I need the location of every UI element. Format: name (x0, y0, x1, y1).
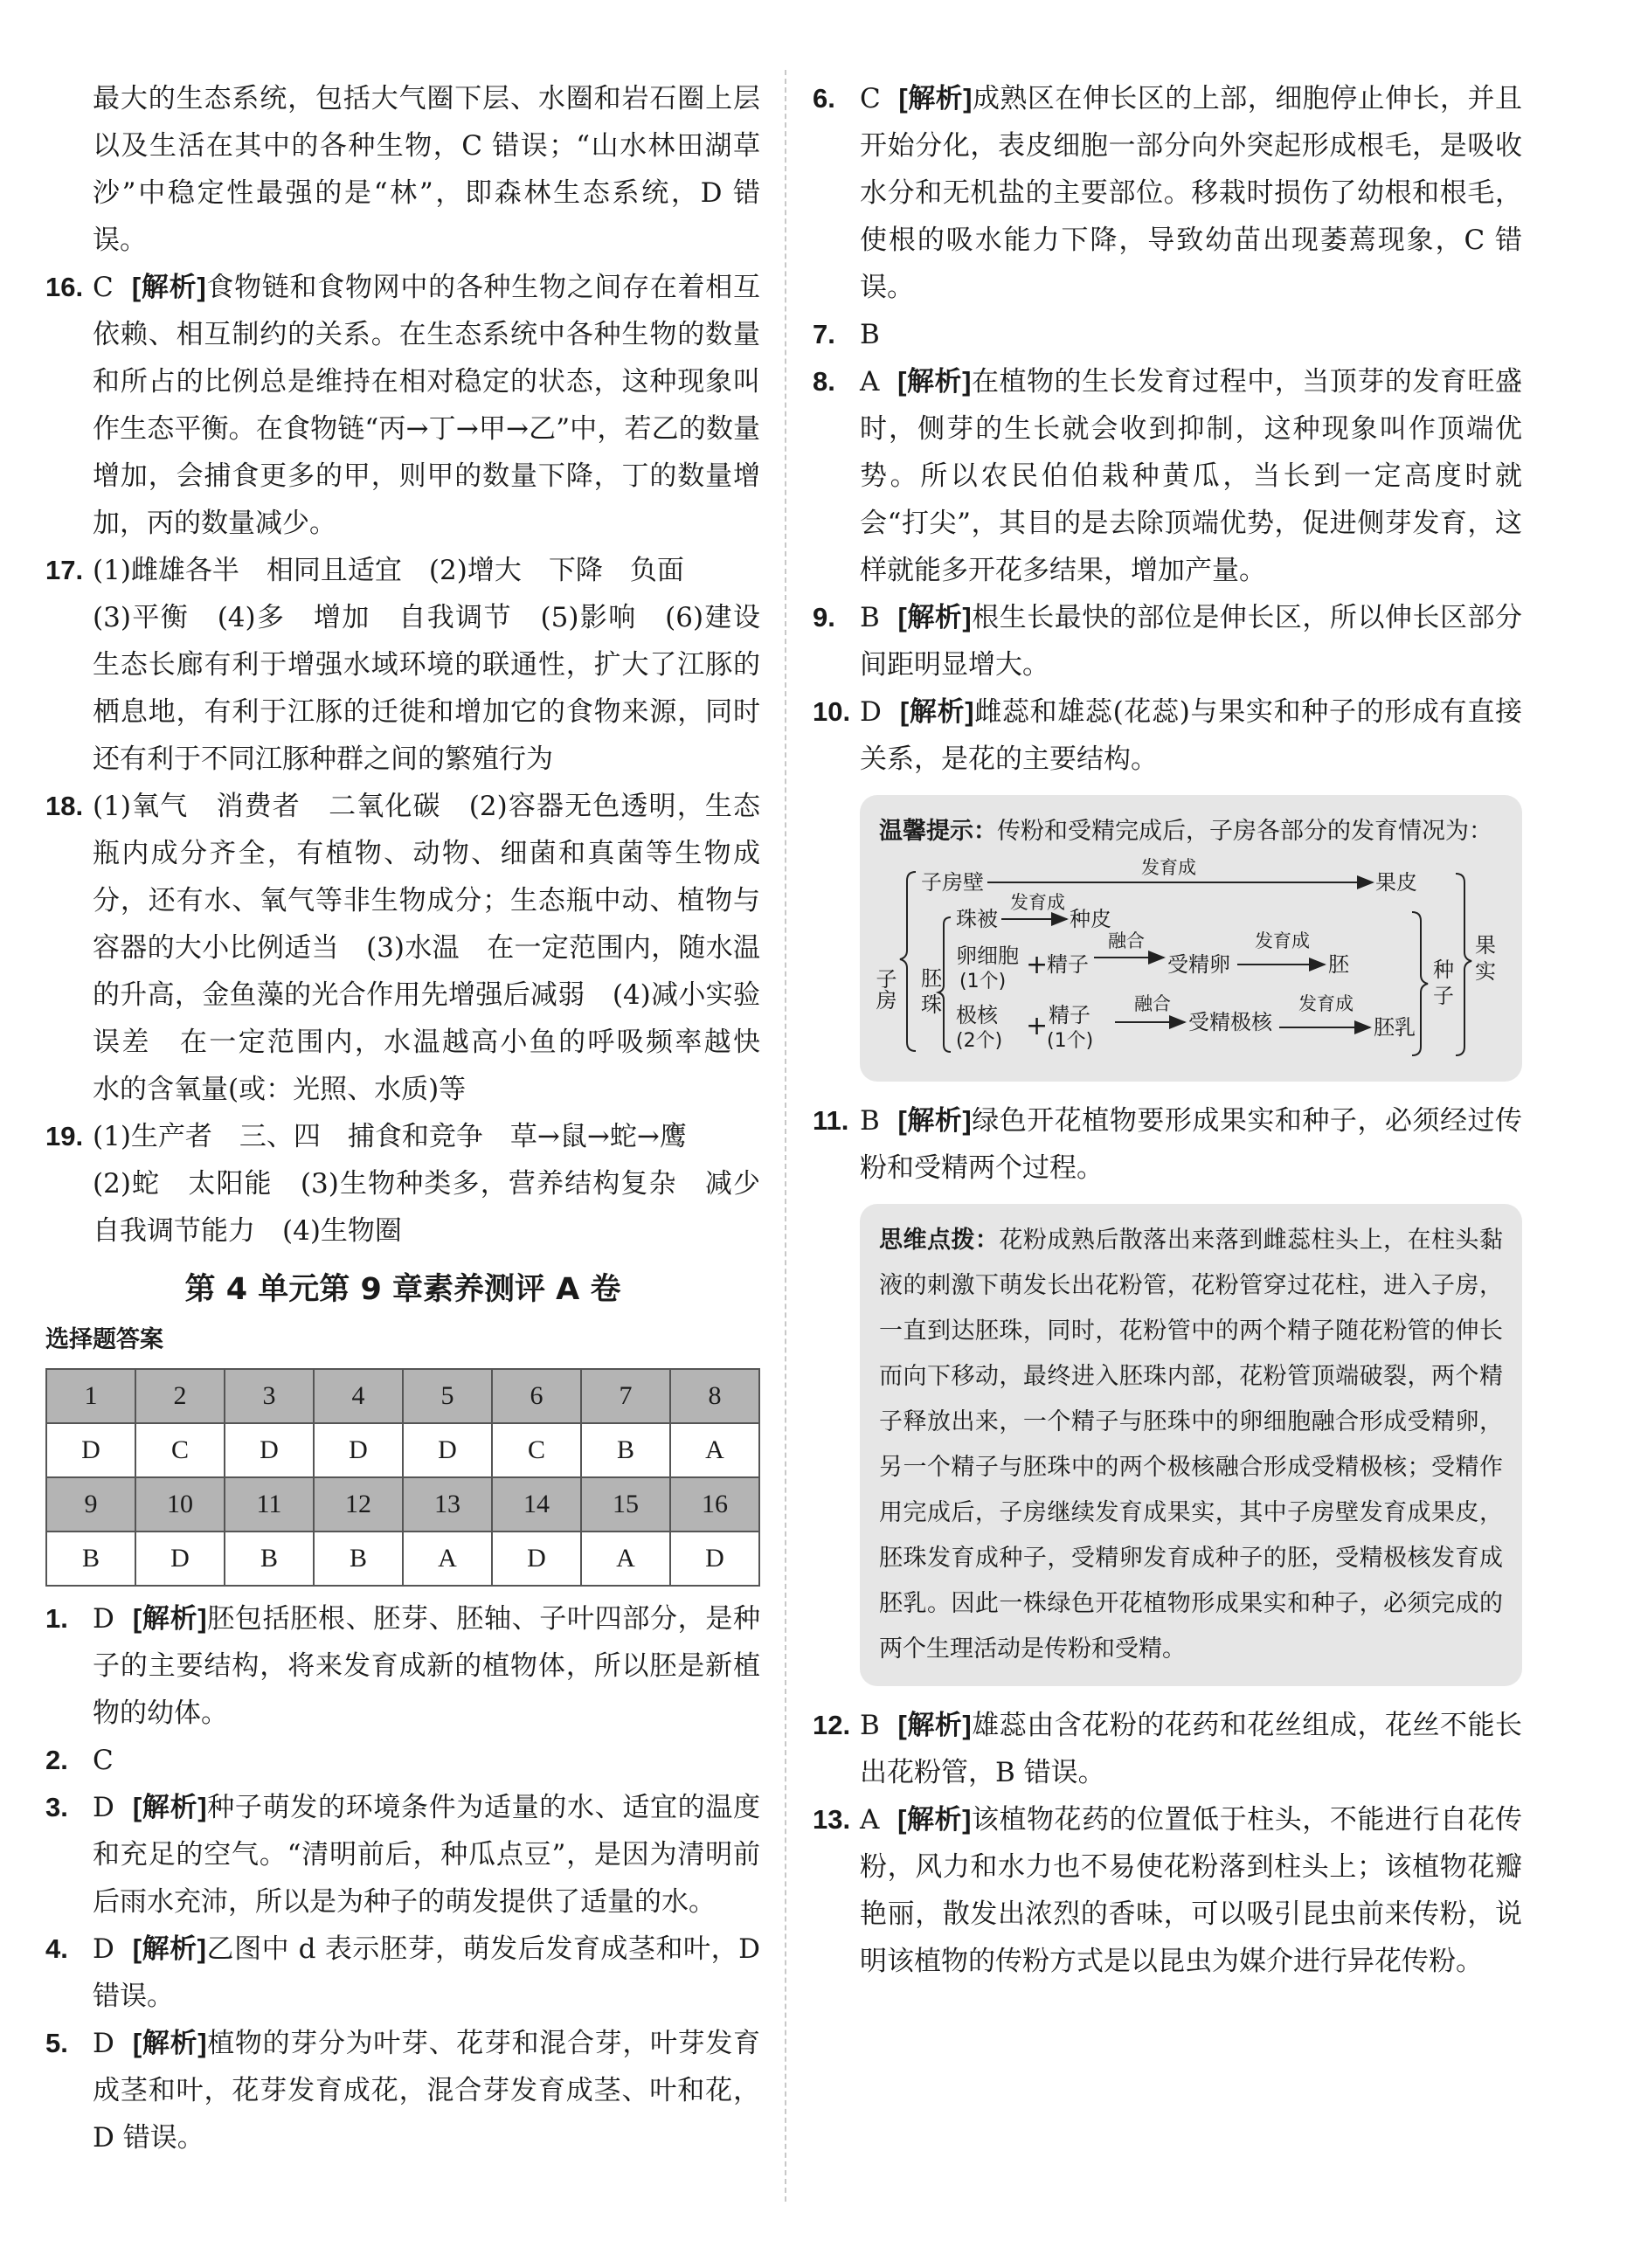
answer-choice: C (93, 272, 114, 303)
answer-number: 8. (813, 366, 835, 397)
table-cell: C (492, 1423, 581, 1477)
answer-line: (2)蛇 太阳能 (3)生物种类多，营养结构复杂 减少自我调节能力 (4)生物圈 (93, 1168, 760, 1247)
thinking-text (879, 1218, 1503, 1672)
analysis-text: 在植物的生长发育过程中，当顶芽的发育旺盛时，侧芽的生长就会收到抑制，这种现象叫作顶端优势。所以农民伯伯栽种黄瓜，当长到一定高度时就会“打尖”，其目的是去除顶端优势，促进侧芽发育，这样就能多开花多结果，增加产量。 (860, 366, 1523, 586)
table-cell: A (403, 1532, 492, 1586)
answer-3 (45, 1784, 760, 1926)
label-polar-nuclei: 极核 (956, 1003, 998, 1027)
table-row-numbers (46, 1477, 759, 1532)
analysis-text: 食物链和食物网中的各种生物之间存在着相互依赖、相互制约的关系。在生态系统中各种生物的数量和所占的比例总是维持在相对稳定的状态，这种现象叫作生态平衡。在食物链“丙→丁→甲→乙”中，若乙的数量增加，会捕食更多的甲，则甲的数量下降，丁的数量增加，丙的数量减少。 (93, 272, 760, 539)
label-egg-cell: 卵细胞 (956, 944, 1019, 968)
table-cell: 9 (46, 1477, 135, 1532)
answer-choice: B (860, 1105, 880, 1137)
thinking-label: 思维点拨： (879, 1227, 1000, 1254)
table-cell: D (314, 1423, 403, 1477)
label-ovary: 子房 (872, 968, 897, 1010)
answer-choice: B (860, 319, 880, 350)
label-develops: 发育成 (1255, 930, 1310, 951)
label-sperm: 精子 (1047, 952, 1089, 977)
answer-choice: D (93, 1792, 114, 1823)
answer-1 (45, 1595, 760, 1737)
analysis-label: [解析] (897, 1710, 972, 1740)
answer-18 (45, 783, 787, 1113)
answer-number: 18. (45, 791, 84, 821)
label-develops: 发育成 (1141, 857, 1196, 878)
label-seed-1: 种 (1433, 958, 1454, 982)
answer-7 (813, 311, 1522, 358)
answer-9 (813, 594, 1522, 688)
table-cell: 8 (670, 1369, 759, 1423)
answer-number: 5. (45, 2028, 68, 2058)
answer-choice: A (860, 366, 880, 398)
label-fuse: 融合 (1108, 930, 1145, 951)
table-cell: C (135, 1423, 225, 1477)
brace-ovary (900, 872, 916, 1051)
table-cell: D (225, 1423, 314, 1477)
label-fertilized-polar: 受精极核 (1188, 1010, 1272, 1034)
answer-number: 1. (45, 1603, 68, 1634)
analysis-label: [解析] (131, 272, 206, 302)
label-one: (1个) (959, 971, 1007, 992)
analysis-text: 种子萌发的环境条件为适量的水、适宜的温度和充足的空气。“清明前后，种瓜点豆”，是因为清明前后雨水充沛，所以是为种子的萌发提供了适量的水。 (93, 1792, 761, 1918)
label-ovule-1: 胚 (921, 966, 942, 991)
answer-number: 2. (45, 1745, 68, 1775)
tip-text (879, 809, 1503, 854)
analysis-text: 绿色开花植物要形成果实和种子，必须经过传粉和受精两个过程。 (860, 1105, 1523, 1184)
analysis-label: [解析] (897, 1804, 972, 1835)
label-two: (2个) (956, 1030, 1003, 1052)
label-fuse: 融合 (1134, 993, 1171, 1014)
label-seed-2: 子 (1433, 984, 1454, 1008)
analysis-text: 雌蕊和雄蕊(花蕊)与果实和种子的形成有直接关系，是花的主要结构。 (860, 696, 1522, 775)
answer-number: 6. (813, 83, 835, 114)
table-cell: B (46, 1532, 135, 1586)
label-ovary-wall: 子房壁 (921, 870, 984, 895)
analysis-text: 根生长最快的部位是伸长区，所以伸长区部分间距明显增大。 (860, 602, 1523, 681)
tip-box (860, 795, 1522, 1082)
analysis-text: 乙图中 d 表示胚芽，萌发后发育成茎和叶，D 错误。 (93, 1933, 761, 2012)
brace-fruit (1456, 874, 1471, 1055)
q15-continuation (45, 75, 760, 264)
answer-8 (813, 358, 1522, 594)
table-cell: 2 (135, 1369, 225, 1423)
label-develops: 发育成 (1010, 892, 1065, 913)
table-cell: D (670, 1532, 759, 1586)
plus-sign: + (1026, 950, 1049, 980)
right-column (813, 75, 1522, 1985)
label-fruit-2: 实 (1475, 959, 1496, 984)
answer-choice: D (93, 1603, 114, 1635)
answer-number: 19. (45, 1121, 84, 1151)
table-cell: 16 (670, 1477, 759, 1532)
table-cell: 5 (403, 1369, 492, 1423)
answer-number: 10. (813, 696, 851, 727)
answer-11 (813, 1097, 1522, 1192)
answer-line: (1)生产者 三、四 捕食和竞争 草→鼠→蛇→鹰 (93, 1121, 687, 1152)
label-sperm: 精子 (1049, 1003, 1090, 1027)
thinking-body: 花粉成熟后散落出来落到雌蕊柱头上，在柱头黏液的刺激下萌发长出花粉管，花粉管穿过花柱，进入子房，一直到达胚珠，同时，花粉管中的两个精子随花粉管的伸长而向下移动，最终进入胚珠内部，花粉管顶端破裂，两个精子释放出来，一个精子与胚珠中的卵细胞融合形成受精卵，另一个精子与胚珠中的两个极核融合形成受精极核；受精作用完成后，子房继续发育成果实，其中子房壁发育成果皮，胚珠发育成种子，受精卵发育成种子的胚，受精极核发育成胚乳。因此一株绿色开花植物形成果实和种子，必须完成的两个生理活动是传粉和受精。 (879, 1227, 1504, 1663)
answer-number: 3. (45, 1792, 68, 1822)
answer-19 (45, 1113, 760, 1255)
table-cell: B (225, 1532, 314, 1586)
answer-2 (45, 1737, 760, 1784)
answer-choice: C (860, 83, 881, 114)
table-cell: 10 (135, 1477, 225, 1532)
answer-10 (813, 688, 1522, 783)
analysis-label: [解析] (132, 1792, 207, 1822)
answer-number: 4. (45, 1933, 68, 1964)
table-cell: 4 (314, 1369, 403, 1423)
analysis-text: 成熟区在伸长区的上部，细胞停止伸长，并且开始分化，表皮细胞一部分向外突起形成根毛，是吸收水分和无机盐的主要部位。移栽时损伤了幼根和根毛，使根的吸水能力下降，导致幼苗出现萎蔫现象，C 错误。 (860, 83, 1522, 303)
table-cell: D (492, 1532, 581, 1586)
answer-choice: B (860, 602, 880, 633)
table-cell: 12 (314, 1477, 403, 1532)
analysis-label: [解析] (132, 2028, 207, 2058)
answer-choice: A (860, 1804, 880, 1836)
label-pericarp: 果皮 (1375, 870, 1417, 895)
table-cell: B (581, 1423, 670, 1477)
label-develops: 发育成 (1298, 993, 1354, 1014)
tip-body: 传粉和受精完成后，子房各部分的发育情况为： (997, 818, 1492, 845)
answer-12 (813, 1702, 1522, 1796)
column-divider (785, 70, 786, 2202)
plus-sign: + (1026, 1011, 1049, 1041)
thinking-box (860, 1204, 1522, 1686)
table-row-answers (46, 1423, 759, 1477)
ovary-development-diagram (872, 854, 1499, 1064)
answer-number: 11. (813, 1105, 849, 1136)
answer-6 (813, 75, 1522, 311)
analysis-text: 雄蕊由含花粉的花药和花丝组成，花丝不能长出花粉管，B 错误。 (860, 1710, 1523, 1788)
answer-table (45, 1368, 760, 1587)
table-row-numbers (46, 1369, 759, 1423)
table-cell: 6 (492, 1369, 581, 1423)
table-cell: A (581, 1532, 670, 1586)
table-cell: 14 (492, 1477, 581, 1532)
analysis-label: [解析] (897, 1105, 972, 1136)
answer-number: 9. (813, 602, 835, 633)
answer-choice: D (93, 2028, 114, 2059)
answer-4 (45, 1926, 760, 2020)
table-cell: 1 (46, 1369, 135, 1423)
label-seed-coat: 种皮 (1070, 907, 1111, 931)
answer-number: 13. (813, 1804, 851, 1835)
analysis-label: [解析] (899, 696, 974, 727)
section-heading: 第 4 单元第 9 章素养测评 A 卷 (184, 1272, 621, 1307)
answer-number: 12. (813, 1710, 851, 1740)
analysis-text: 植物的芽分为叶芽、花芽和混合芽，叶芽发育成茎和叶，花芽发育成花，混合芽发育成茎、叶和花，D 错误。 (93, 2028, 761, 2154)
q15-text: 最大的生态系统，包括大气圈下层、水圈和岩石圈上层以及生活在其中的各种生物，C 错误；“山水林田湖草沙”中稳定性最强的是“林”，即森林生态系统，D 错误。 (93, 83, 760, 256)
table-cell: D (46, 1423, 135, 1477)
analysis-label: [解析] (897, 602, 972, 633)
answer-17 (45, 547, 760, 783)
answer-16 (45, 264, 760, 547)
analysis-text: 该植物花药的位置低于柱头，不能进行自花传粉，风力和水力也不易使花粉落到柱头上；该植物花瓣艳丽，散发出浓烈的香味，可以吸引昆虫前来传粉，说明该植物的传粉方式是以昆虫为媒介进行异花传粉。 (860, 1804, 1523, 1977)
table-cell: D (135, 1532, 225, 1586)
table-row-answers (46, 1532, 759, 1586)
answer-number: 16. (45, 272, 84, 302)
analysis-text: 胚包括胚根、胚芽、胚轴、子叶四部分，是种子的主要结构，将来发育成新的植物体，所以胚是新植物的幼体。 (93, 1603, 761, 1729)
answer-choice: B (860, 1710, 880, 1741)
answer-line: (1)雌雄各半 相同且适宜 (2)增大 下降 负面 (93, 555, 684, 586)
tip-label: 温馨提示： (879, 818, 997, 845)
table-cell: 3 (225, 1369, 314, 1423)
analysis-label: [解析] (897, 366, 972, 397)
answer-text: (1)氧气 消费者 二氧化碳 (2)容器无色透明，生态瓶内成分齐全，有植物、动物、细菌和真菌等生物成分，还有水、氧气等非生物成分；生态瓶中动、植物与容器的大小比例适当 (3)水温 在一定范围内，随水温的升高，金鱼藻的光合作用先增强后减弱 (4)减小实验误差 在一定范围内，水温越高小鱼的呼吸频率越快 水的含氧量(或：光照、水质)等 (93, 791, 787, 1105)
answer-line: (3)平衡 (4)多 增加 自我调节 (5)影响 (6)建设生态长廊有利于增强水域环境的联通性，扩大了江豚的栖息地，有利于江豚的迁徙和增加它的食物来源，同时还有利于不同江豚种群之间的繁殖行为 (93, 602, 760, 775)
label-zygote: 受精卵 (1167, 952, 1230, 977)
answer-choice: D (860, 696, 882, 728)
answer-choice: C (93, 1745, 114, 1776)
label-one: (1个) (1047, 1030, 1094, 1052)
label-endosperm: 胚乳 (1374, 1015, 1416, 1040)
choice-answers-label: 选择题答案 (45, 1326, 163, 1353)
analysis-label: [解析] (132, 1933, 206, 1964)
answer-choice: D (93, 1933, 114, 1965)
table-cell: D (403, 1423, 492, 1477)
table-cell: 11 (225, 1477, 314, 1532)
left-column (45, 75, 787, 2161)
analysis-label: [解析] (898, 83, 973, 114)
label-embryo: 胚 (1328, 952, 1349, 977)
analysis-label: [解析] (132, 1603, 207, 1634)
table-cell: A (670, 1423, 759, 1477)
answer-13 (813, 1796, 1522, 1985)
label-fruit-1: 果 (1475, 933, 1496, 958)
label-integument: 珠被 (956, 907, 998, 931)
table-cell: 15 (581, 1477, 670, 1532)
answer-5 (45, 2020, 760, 2161)
table-cell: B (314, 1532, 403, 1586)
answer-number: 17. (45, 555, 84, 585)
table-cell: 13 (403, 1477, 492, 1532)
table-cell: 7 (581, 1369, 670, 1423)
label-ovule-2: 珠 (921, 992, 942, 1017)
answer-number: 7. (813, 319, 835, 349)
